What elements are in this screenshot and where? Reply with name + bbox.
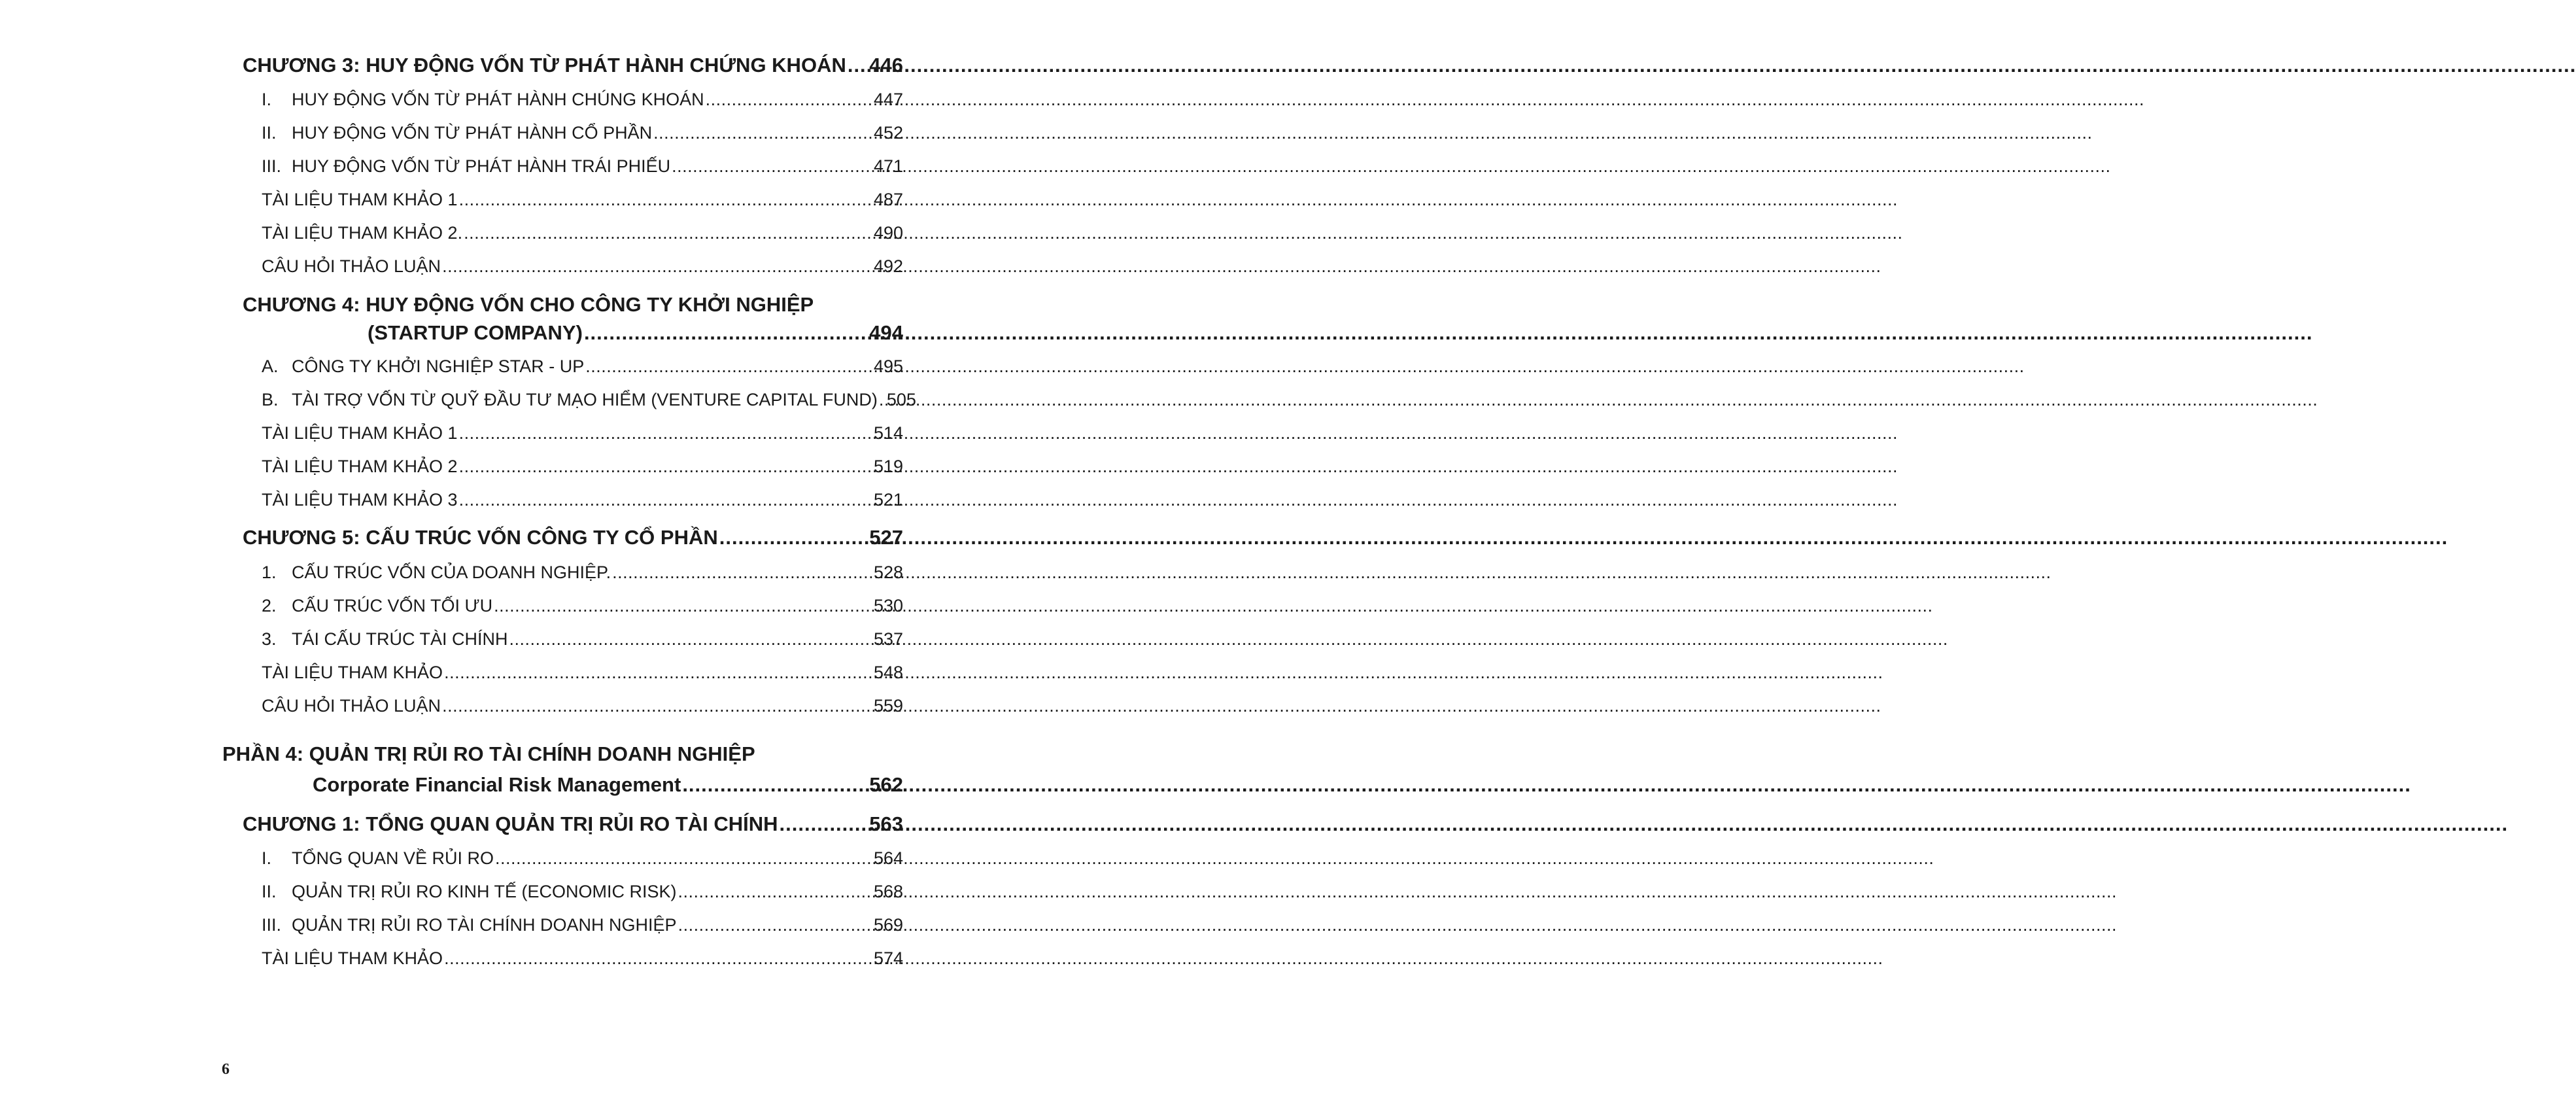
entry-title: CẤU TRÚC VỐN TỐI ƯU [292,596,493,616]
dot-leader [443,659,874,685]
chapter-page: 446 [869,54,903,77]
entry-page: 528 [873,563,903,582]
entry-page: 530 [873,596,903,616]
chapter-4-heading-line2 [368,319,903,347]
entry-page: 519 [873,457,903,476]
entry-number: B. [262,390,279,409]
dot-leader [441,253,874,279]
entry-title: TÀI LIỆU THAM KHẢO 3 [262,490,458,510]
toc-entry [262,912,903,938]
dot-leader [458,487,874,513]
dot-leader [846,51,869,80]
part-page: 562 [869,773,903,796]
part-4-chapter-1-heading [243,810,903,839]
toc-entry [262,693,903,719]
entry-title: QUẢN TRỊ RỦI RO KINH TẾ (ECONOMIC RISK) [292,882,677,901]
chapter-page: 494 [869,321,903,344]
entry-title: TÀI TRỢ VỐN TỪ QUỸ ĐẦU TƯ MẠO HIỂM (VENTURE CAPITAL FUND) [292,390,878,409]
toc-entry [262,878,903,905]
entry-title: TÀI LIỆU THAM KHẢO [262,663,443,682]
entry-number: 3. [262,629,277,649]
entry-number: 2. [262,596,277,616]
entry-title: TÁI CẤU TRÚC TÀI CHÍNH [292,629,508,649]
toc-entry [262,153,903,179]
toc-entry [262,253,903,279]
dot-leader [677,878,874,905]
toc-entry [262,487,903,513]
dot-leader [681,770,869,800]
dot-leader [778,810,870,839]
entry-page: 548 [873,663,903,682]
dot-leader [584,353,874,379]
part-4-heading [222,739,903,769]
chapter-4-heading [243,290,903,319]
entry-page: 505 [886,390,916,409]
entry-number: A. [262,356,279,376]
chapter-page: 563 [869,812,903,835]
entry-title: TÀI LIỆU THAM KHẢO 1 [262,190,458,209]
entry-title: HUY ĐỘNG VỐN TỪ PHÁT HÀNH CHÚNG KHOÁN [292,90,704,109]
part-subtitle: Corporate Financial Risk Management [313,773,681,796]
toc-entry [262,220,903,246]
entry-title: CÔNG TY KHỞI NGHIỆP STAR - UP [292,356,585,376]
dot-leader [611,559,874,585]
chapter-title: CHƯƠNG 5: CẤU TRÚC VỐN CÔNG TY CỔ PHẦN [243,526,718,549]
chapter-title: CHƯƠNG 3: HUY ĐỘNG VỐN TỪ PHÁT HÀNH CHỨNG KHOÁN [243,54,846,77]
table-of-contents [0,0,1110,1110]
entry-page: 514 [873,423,903,443]
toc-entry [262,945,903,971]
chapter-title: CHƯƠNG 1: TỔNG QUAN QUẢN TRỊ RỦI RO TÀI CHÍNH [243,812,778,835]
dot-leader [458,453,874,479]
dot-leader [458,186,874,213]
entry-page: 447 [873,90,903,109]
dot-leader [677,912,874,938]
dot-leader [670,153,874,179]
chapter-5-heading [243,523,903,552]
chapter-3-heading [243,51,903,80]
entry-page: 559 [873,696,903,716]
dot-leader [583,319,869,347]
entry-page: 487 [873,190,903,209]
entry-title: QUẢN TRỊ RỦI RO TÀI CHÍNH DOANH NGHIỆP [292,915,677,935]
entry-number: I. [262,848,272,868]
dot-leader [508,626,874,652]
dot-leader [443,945,874,971]
entry-number: III. [262,915,282,935]
entry-title: TÀI LIỆU THAM KHẢO 2. [262,223,463,243]
toc-entry [262,659,903,685]
entry-title: TÀI LIỆU THAM KHẢO 1 [262,423,458,443]
entry-page: 569 [873,915,903,935]
toc-entry [262,387,916,413]
toc-entry [262,353,903,379]
entry-page: 492 [873,256,903,276]
part-4-heading-line2 [313,770,903,800]
chapter-title: CHƯƠNG 4: HUY ĐỘNG VỐN CHO CÔNG TY KHỞI NGHIỆP [243,293,814,316]
entry-title: HUY ĐỘNG VỐN TỪ PHÁT HÀNH TRÁI PHIẾU [292,156,671,176]
entry-number: I. [262,90,272,109]
toc-entry [262,186,903,213]
dot-leader [718,523,870,552]
dot-leader [458,420,874,446]
toc-entry [262,120,903,146]
page-number: 6 [222,1061,230,1078]
entry-page: 537 [873,629,903,649]
dot-leader [652,120,874,146]
entry-page: 495 [873,356,903,376]
toc-entry [262,420,903,446]
dot-leader [441,693,874,719]
entry-page: 490 [873,223,903,243]
entry-title: CÂU HỎI THẢO LUẬN [262,696,441,716]
entry-number: II. [262,123,277,143]
toc-entry [262,845,903,871]
toc-entry [262,453,903,479]
dot-leader [704,86,874,113]
toc-entry [262,593,903,619]
part-title: PHẦN 4: QUẢN TRỊ RỦI RO TÀI CHÍNH DOANH NGHIỆP [222,742,755,765]
dot-leader [492,593,874,619]
entry-title: CÂU HỎI THẢO LUẬN [262,256,441,276]
dot-leader [878,387,887,413]
entry-page: 521 [873,490,903,510]
entry-number: II. [262,882,277,901]
entry-page: 564 [873,848,903,868]
entry-title: TÀI LIỆU THAM KHẢO 2 [262,457,458,476]
entry-number: III. [262,156,282,176]
entry-page: 452 [873,123,903,143]
entry-title: TÀI LIỆU THAM KHẢO [262,948,443,968]
entry-title: HUY ĐỘNG VỐN TỪ PHÁT HÀNH CỔ PHẦN [292,123,653,143]
entry-number: 1. [262,563,277,582]
entry-page: 471 [873,156,903,176]
entry-title: CẤU TRÚC VỐN CỦA DOANH NGHIỆP. [292,563,611,582]
chapter-page: 527 [869,526,903,549]
dot-leader [494,845,874,871]
entry-title: TỔNG QUAN VỀ RỦI RO [292,848,494,868]
toc-entry [262,86,903,113]
toc-entry [262,626,903,652]
chapter-title-continued: (STARTUP COMPANY) [368,321,583,344]
entry-page: 568 [873,882,903,901]
dot-leader [462,220,874,246]
entry-page: 574 [873,948,903,968]
toc-entry [262,559,903,585]
